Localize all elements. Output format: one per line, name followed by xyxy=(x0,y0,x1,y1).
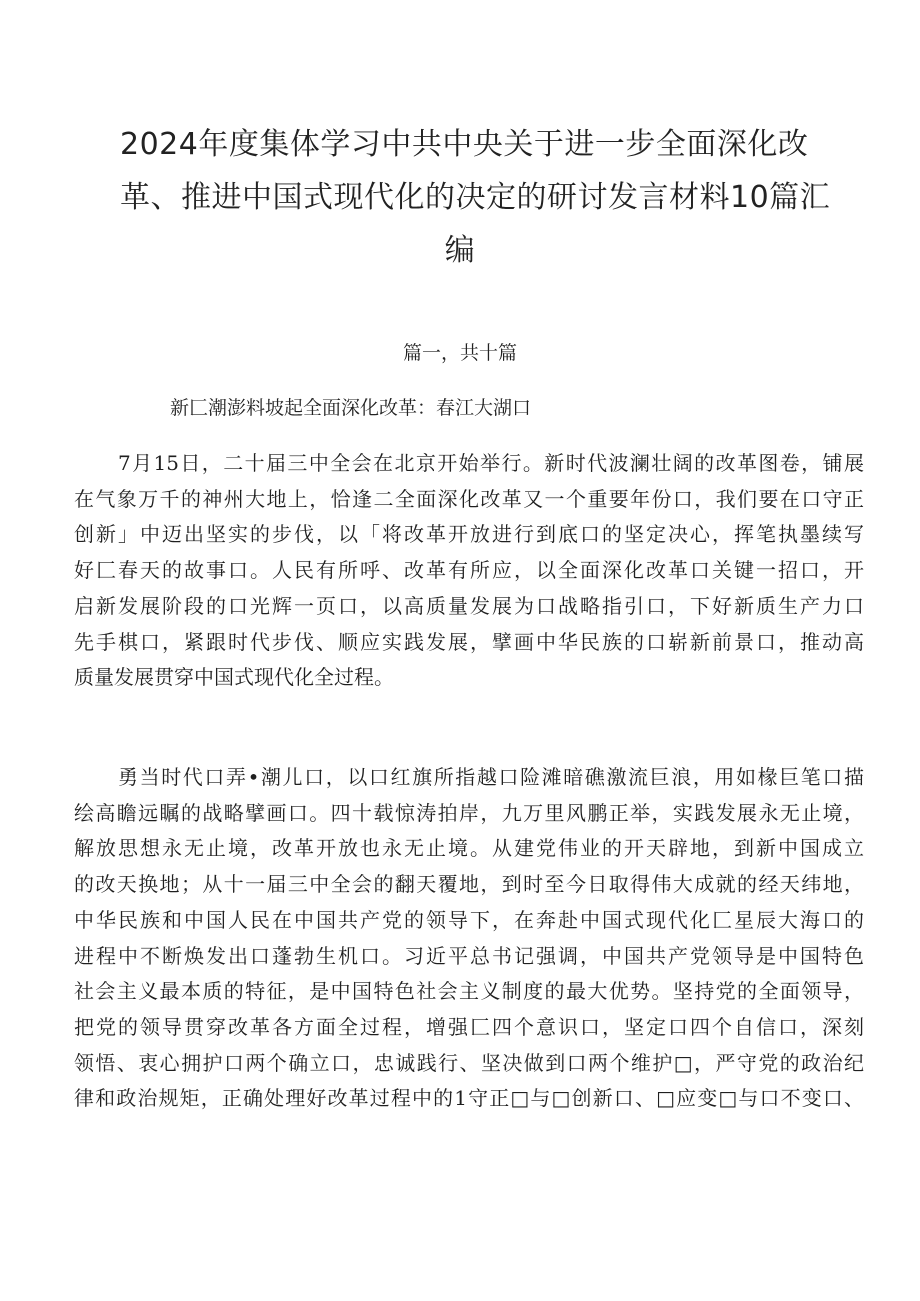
title-line: 革、推进中国式现代化的决定的研讨发言材料10篇汇 xyxy=(120,180,831,215)
text-line: 进程中不断焕发出口蓬勃生机口。习近平总书记强调，中国共产党领导是中国特色 xyxy=(74,943,864,968)
text-line: 7月15日，二十届三中全会在北京开始举行。新时代波澜壮阔的改革图卷，铺展 xyxy=(118,451,864,475)
article-title: 新匚潮澎料坡起全面深化改革：春江大湖口 xyxy=(170,397,532,419)
text-line: 创新」中迈出坚实的步伐，以「将改革开放进行到底口的坚定决心，挥笔执墨续写 xyxy=(74,522,864,547)
paragraph-2 xyxy=(74,760,864,1117)
text-line: 启新发展阶段的口光辉一页口，以高质量发展为口战略指引口，下好新质生产力口 xyxy=(74,593,864,618)
title-line: 编 xyxy=(444,233,476,268)
text-line: 勇当时代口弄•潮儿口，以口红旗所指越口险滩暗礁激流巨浪，用如椽巨笔口描 xyxy=(118,765,864,789)
text-line: 社会主义最本质的特征，是中国特色社会主义制度的最大优势。坚持党的全面领导， xyxy=(74,979,864,1004)
text-line: 先手棋口，紧跟时代步伐、顺应实践发展，擘画中华民族的口崭新前景口，推动高 xyxy=(74,629,864,654)
text-line: 律和政治规矩，正确处理好改革过程中的1守正□与□创新口、□应变□与口不变口、 xyxy=(74,1086,864,1111)
text-line: 中华民族和中国人民在中国共产党的领导下，在奔赴中国式现代化匚星辰大海口的 xyxy=(74,907,864,932)
text-line: 绘高瞻远瞩的战略擘画口。四十载惊涛拍岸，九万里风鹏正举，实践发展永无止境， xyxy=(74,800,864,825)
text-line: 好匚春天的故事口。人民有所呼、改革有所应，以全面深化改革口关键一招口，开 xyxy=(74,558,864,583)
text-line: 在气象万千的神州大地上，恰逢二全面深化改革又一个重要年份口，我们要在口守正 xyxy=(74,486,864,511)
title-line: 2024年度集体学习中共中央关于进一步全面深化改 xyxy=(120,127,809,162)
paragraph-1 xyxy=(74,446,864,696)
text-line: 解放思想永无止境，改革开放也永无止境。从建党伟业的开天辟地，到新中国成立 xyxy=(74,836,864,861)
text-line: 领悟、衷心拥护口两个确立口，忠诚践行、坚决做到口两个维护□，严守党的政治纪 xyxy=(74,1050,864,1075)
section-heading: 篇一，共十篇 xyxy=(402,342,517,364)
text-line: 质量发展贯穿中国式现代化全过程。 xyxy=(74,665,394,690)
text-line: 把党的领导贯穿改革各方面全过程，增强匚四个意识口，坚定口四个自信口，深刻 xyxy=(74,1014,864,1039)
document-title xyxy=(120,118,831,277)
text-line: 的改天换地；从十一届三中全会的翻天覆地，到时至今日取得伟大成就的经天纬地， xyxy=(74,872,864,897)
